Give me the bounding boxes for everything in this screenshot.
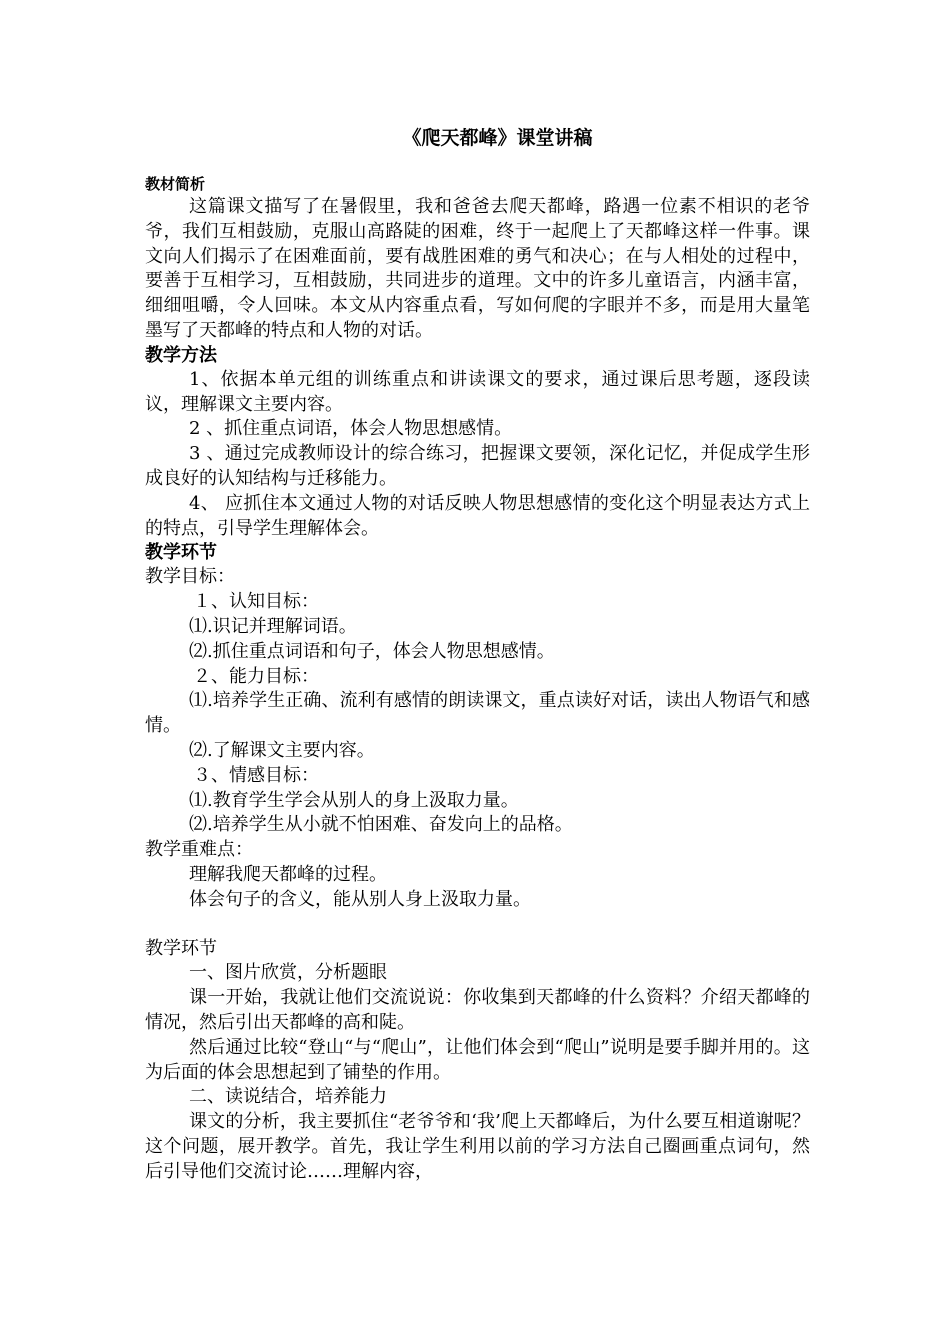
- key-points-label: 教学重难点：: [145, 839, 253, 861]
- step1-paragraph-2: 然后通过比较“登山“与“爬山”，让他们体会到“爬山”说明是要手脚并用的。这为后面的体会思想起到了铺垫的作用。: [145, 1036, 810, 1083]
- section-heading-methods: 教学方法: [145, 344, 217, 366]
- cognitive-goal-item-1: ⑴.识记并理解词语。: [189, 615, 357, 637]
- step1-title: 一、图片欣赏，分析题眼: [189, 962, 387, 984]
- section-heading-materials: 教材简析: [145, 175, 206, 193]
- ability-goal-item-1: ⑴.培养学生正确、流利有感情的朗读课文，重点读好对话，读出人物语气和感情。: [145, 690, 810, 737]
- goals-label: 教学目标：: [145, 566, 235, 588]
- ability-goal-title: ２、能力目标：: [193, 665, 319, 687]
- blank-line: [145, 913, 810, 937]
- method-item-4: 4、 应抓住本文通过人物的对话反映人物思想感情的变化这个明显表达方式上的特点，引导学生理解体会。: [145, 492, 810, 539]
- cognitive-goal-title: １、认知目标：: [193, 591, 319, 613]
- emotion-goal-item-2: ⑵.培养学生从小就不怕困难、奋发向上的品格。: [189, 814, 573, 836]
- process-heading: 教学环节: [145, 937, 217, 959]
- step1-paragraph-1: 课一开始，我就让他们交流说说：你收集到天都峰的什么资料？介绍天都峰的情况，然后引出天都峰的高和陡。: [145, 987, 810, 1033]
- page-title: 《爬天都峰》课堂讲稿: [402, 127, 593, 149]
- step2-title: 二、读说结合，培养能力: [189, 1086, 387, 1108]
- ability-goal-item-2: ⑵.了解课文主要内容。: [189, 739, 375, 761]
- emotion-goal-item-1: ⑴.教育学生学会从别人的身上汲取力量。: [189, 789, 519, 811]
- method-item-2: 2 、抓住重点词语，体会人物思想感情。: [189, 418, 513, 440]
- method-item-3: 3 、通过完成教师设计的综合练习，把握课文要领，深化记忆，并促成学生形成良好的认知结构与迁移能力。: [145, 443, 810, 489]
- key-point-item-1: 理解我爬天都峰的过程。: [189, 863, 387, 885]
- emotion-goal-title: ３、情感目标：: [193, 764, 319, 786]
- section-heading-links: 教学环节: [145, 542, 217, 564]
- materials-paragraph: 这篇课文描写了在暑假里，我和爸爸去爬天都峰，路遇一位素不相识的老爷爷，我们互相鼓励，克服山高路陡的困难，终于一起爬上了天都峰这样一件事。课文向人们揭示了在困难面前，要有战胜困难的勇气和决心；在与人相处的过程中，要善于互相学习，互相鼓励，共同进步的道理。文中的许多儿童语言，内涵丰富，细细咀嚼，令人回味。本文从内容重点看，写如何爬的字眼并不多，而是用大量笔墨写了天都峰的特点和人物的对话。: [145, 196, 810, 341]
- step2-paragraph-1: 课文的分析，我主要抓住“老爷爷和‘我’爬上天都峰后，为什么要互相道谢呢？这个问题，展开教学。首先，我让学生利用以前的学习方法自己圈画重点词句，然后引导他们交流讨论……理解内容，: [145, 1111, 810, 1182]
- document-page: [145, 123, 810, 1184]
- key-point-item-2: 体会句子的含义，能从别人身上汲取力量。: [189, 888, 531, 910]
- method-item-1: 1、依据本单元组的训练重点和讲读课文的要求，通过课后思考题，逐段读议，理解课文主要内容。: [145, 368, 810, 415]
- cognitive-goal-item-2: ⑵.抓住重点词语和句子，体会人物思想感情。: [189, 640, 555, 662]
